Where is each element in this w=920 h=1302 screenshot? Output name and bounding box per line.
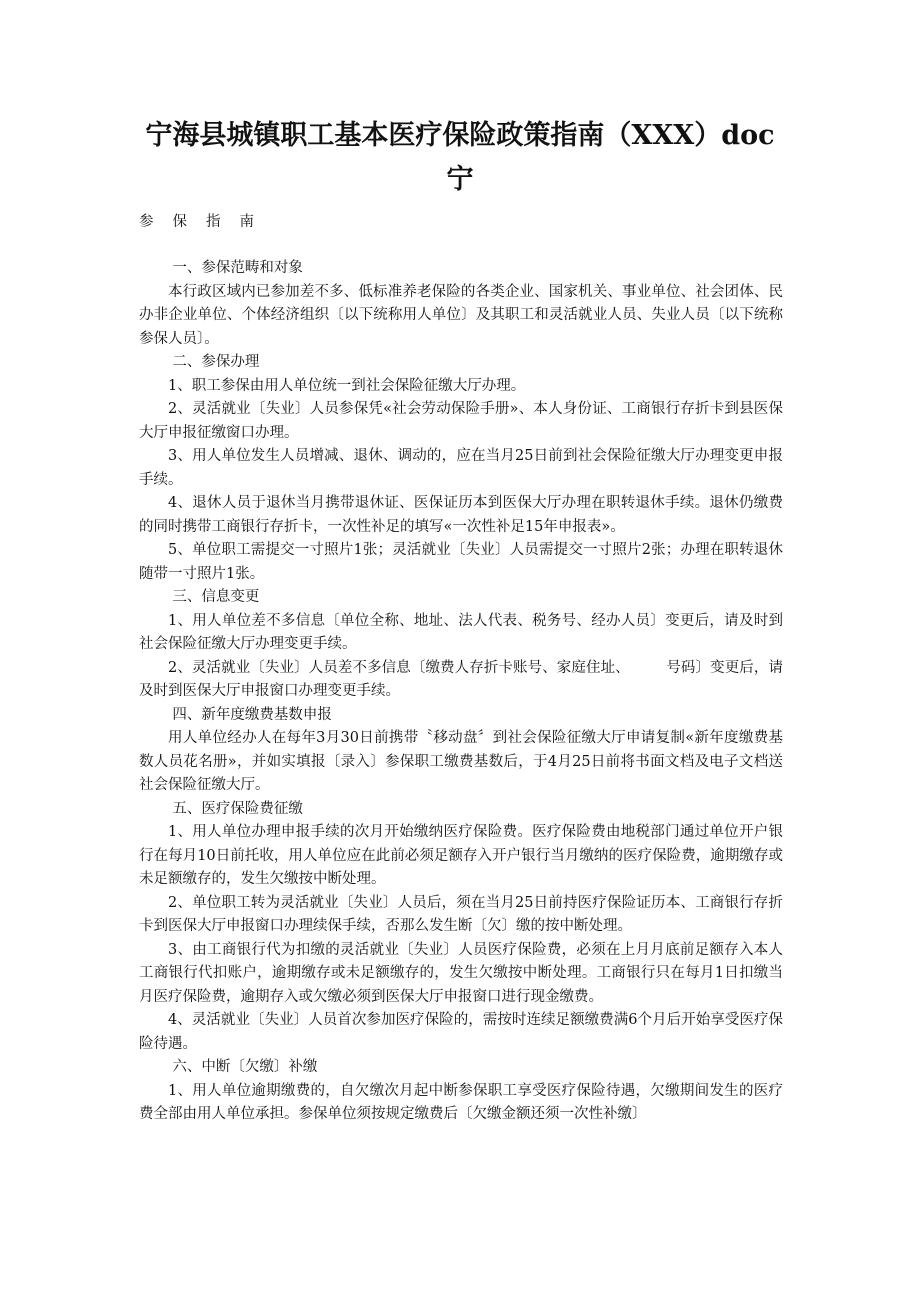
paragraph: 用人单位经办人在每年3月30日前携带〝移动盘〞到社会保险征缴大厅申请复制«新年度缴费基数人员花名册»，并如实填报〔录入〕参保职工缴费基数后，于4月25日前将书面文档及电子文档送社会保险征缴大厅。 — [139, 730, 783, 793]
heading-info-change: 三、信息变更 — [172, 589, 260, 605]
paragraph: 1、用人单位办理申报手续的次月开始缴纳医疗保险费。医疗保险费由地税部门通过单位开户银行在每月10日前托收，用人单位应在此前必须足额存入开户银行当月缴纳的医疗保险费，逾期缴存或未足额缴存的，发生欠缴按中断处理。 — [139, 824, 783, 887]
section-label: 参保指南 — [139, 214, 273, 230]
paragraph: 4、退休人员于退休当月携带退休证、医保证历本到医保大厅办理在职转退休手续。退休仍缴费的同时携带工商银行存折卡，一次性补足的填写«一次性补足15年申报表»。 — [139, 495, 783, 535]
paragraph: 3、用人单位发生人员增减、退休、调动的，应在当月25日前到社会保险征缴大厅办理变更申报手续。 — [139, 448, 783, 488]
paragraph: 2、灵活就业〔失业〕人员参保凭«社会劳动保险手册»、本人身份证、工商银行存折卡到县医保大厅申报征缴窗口办理。 — [139, 401, 783, 441]
paragraph: 5、单位职工需提交一寸照片1张；灵活就业〔失业〕人员需提交一寸照片2张；办理在职转退休随带一寸照片1张。 — [139, 542, 783, 582]
heading-enrollment: 二、参保办理 — [172, 354, 260, 370]
title-line-1: 宁海县城镇职工基本医疗保险政策指南（XXX）doc — [145, 120, 775, 151]
paragraph: 1、用人单位逾期缴费的，自欠缴次月起中断参保职工享受医疗保险待遇，欠缴期间发生的医疗费全部由用人单位承担。参保单位须按规定缴费后〔欠缴金额还须一次性补缴〕 — [139, 1082, 783, 1122]
paragraph: 3、由工商银行代为扣缴的灵活就业〔失业〕人员医疗保险费，必须在上月月底前足额存入本人工商银行代扣账户，逾期缴存或未足额缴存的，发生欠缴按中断处理。工商银行只在每月1日扣缴当月医疗保险费，逾期存入或欠缴必须到医保大厅申报窗口进行现金缴费。 — [139, 941, 783, 1005]
document-title — [120, 116, 800, 200]
paragraph: 2、灵活就业〔失业〕人员差不多信息〔缴费人存折卡账号、家庭住址、 号码〕变更后，请及时到医保大厅申报窗口办理变更手续。 — [139, 659, 783, 699]
document-body — [139, 257, 783, 1127]
title-line-2: 宁 — [446, 164, 474, 195]
paragraph: 2、单位职工转为灵活就业〔失业〕人员后，须在当月25日前持医疗保险证历本、工商银行存折卡到医保大厅申报窗口办理续保手续，否那么发生断〔欠〕缴的按中断处理。 — [139, 894, 783, 934]
heading-premium-collection: 五、医疗保险费征缴 — [172, 800, 303, 817]
heading-base-declaration: 四、新年度缴费基数申报 — [172, 706, 332, 723]
paragraph: 1、用人单位差不多信息〔单位全称、地址、法人代表、税务号、经办人员〕变更后，请及时到社会保险征缴大厅办理变更手续。 — [139, 612, 783, 652]
paragraph: 4、灵活就业〔失业〕人员首次参加医疗保险的，需按时连续足额缴费满6个月后开始享受医疗保险待遇。 — [139, 1012, 783, 1052]
heading-scope: 一、参保范畴和对象 — [172, 260, 303, 276]
paragraph: 1、职工参保由用人单位统一到社会保险征缴大厅办理。 — [168, 377, 526, 394]
heading-arrears-payment: 六、中断〔欠缴〕补缴 — [172, 1059, 318, 1075]
paragraph: 本行政区域内已参加差不多、低标准养老保险的各类企业、国家机关、事业单位、社会团体、民办非企业单位、个体经济组织〔以下统称用人单位〕及其职工和灵活就业人员、失业人员〔以下统称参保人员〕。 — [139, 283, 783, 347]
